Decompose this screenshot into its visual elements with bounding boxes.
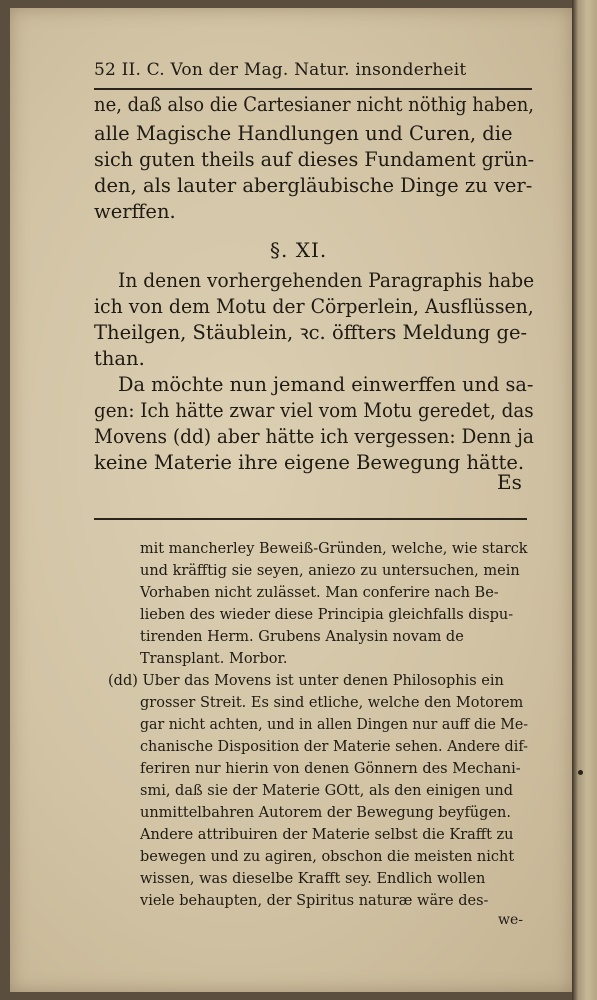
footnote-line: Andere attribuiren der Materie selbst die Krafft zu bbox=[140, 827, 514, 843]
text-line: Theilgen, Stäublein, ꝛc. öffters Meldung ge- bbox=[94, 321, 528, 344]
footnote-rule bbox=[94, 518, 527, 520]
text-line: alle Magische Handlungen und Curen, die bbox=[94, 122, 513, 145]
section-heading: §. XI. bbox=[270, 238, 328, 262]
text-line: In denen vorhergehenden Paragraphis habe bbox=[118, 269, 535, 292]
footnote-line: und kräfftig sie seyen, aniezo zu untersuchen, mein bbox=[140, 563, 520, 579]
footnote-line: unmittelbahren Autorem der Bewegung beyfügen. bbox=[140, 805, 511, 821]
footnote-line: chanische Disposition der Materie sehen. Andere dif- bbox=[140, 739, 529, 755]
footnote-line: bewegen und zu agiren, obschon die meisten nicht bbox=[140, 849, 515, 865]
footnote-line: grosser Streit. Es sind etliche, welche den Motorem bbox=[140, 695, 524, 711]
text-line: sich guten theils auf dieses Fundament grün- bbox=[94, 148, 535, 171]
catchword: Es bbox=[497, 470, 522, 494]
footnote-line: Vorhaben nicht zulässet. Man conferire nach Be- bbox=[140, 585, 499, 601]
edge-mark bbox=[578, 770, 583, 775]
footnote-line: mit mancherley Beweiß-Gründen, welche, wie starck bbox=[140, 541, 528, 557]
text-line: Movens (dd) aber hätte ich vergessen: Denn ja bbox=[94, 425, 534, 448]
text-line: Da möchte nun jemand einwerffen und sa- bbox=[118, 373, 534, 396]
text-line: gen: Ich hätte zwar viel vom Motu geredet, das bbox=[94, 399, 534, 422]
running-header: 52 II. C. Von der Mag. Natur. insonderheit bbox=[94, 60, 467, 80]
footnote-line: wissen, was dieselbe Krafft sey. Endlich wollen bbox=[140, 871, 486, 887]
footnote-line: feriren nur hierin von denen Gönnern des Mechani- bbox=[140, 761, 521, 777]
footnote-line: smi, daß sie der Materie GOtt, als den einigen und bbox=[140, 783, 514, 799]
text-line: than. bbox=[94, 347, 145, 370]
text-line: ne, daß also die Cartesianer nicht nöthig haben, bbox=[94, 93, 534, 116]
text-line: den, als lauter abergläubische Dinge zu ver- bbox=[94, 174, 533, 197]
footnote-line: gar nicht achten, und in allen Dingen nur auff die Me- bbox=[140, 717, 529, 733]
footnote-line: lieben des wieder diese Principia gleichfalls dispu- bbox=[140, 607, 514, 623]
text-line: ich von dem Motu der Cörperlein, Ausflüssen, bbox=[94, 295, 534, 318]
footnote-line: tirenden Herm. Grubens Analysin novam de bbox=[140, 629, 464, 645]
footnote-line: Transplant. Morbor. bbox=[140, 651, 288, 667]
adjacent-page-edge bbox=[572, 0, 597, 1000]
footnote-catchword: we- bbox=[498, 912, 523, 928]
footnote-line: viele behaupten, der Spiritus naturæ wäre des- bbox=[140, 893, 489, 909]
header-rule bbox=[94, 88, 532, 90]
footnote-line: (dd) Uber das Movens ist unter denen Philosophis ein bbox=[108, 673, 504, 689]
text-line: keine Materie ihre eigene Bewegung hätte. bbox=[94, 451, 525, 474]
text-line: werffen. bbox=[94, 200, 176, 223]
